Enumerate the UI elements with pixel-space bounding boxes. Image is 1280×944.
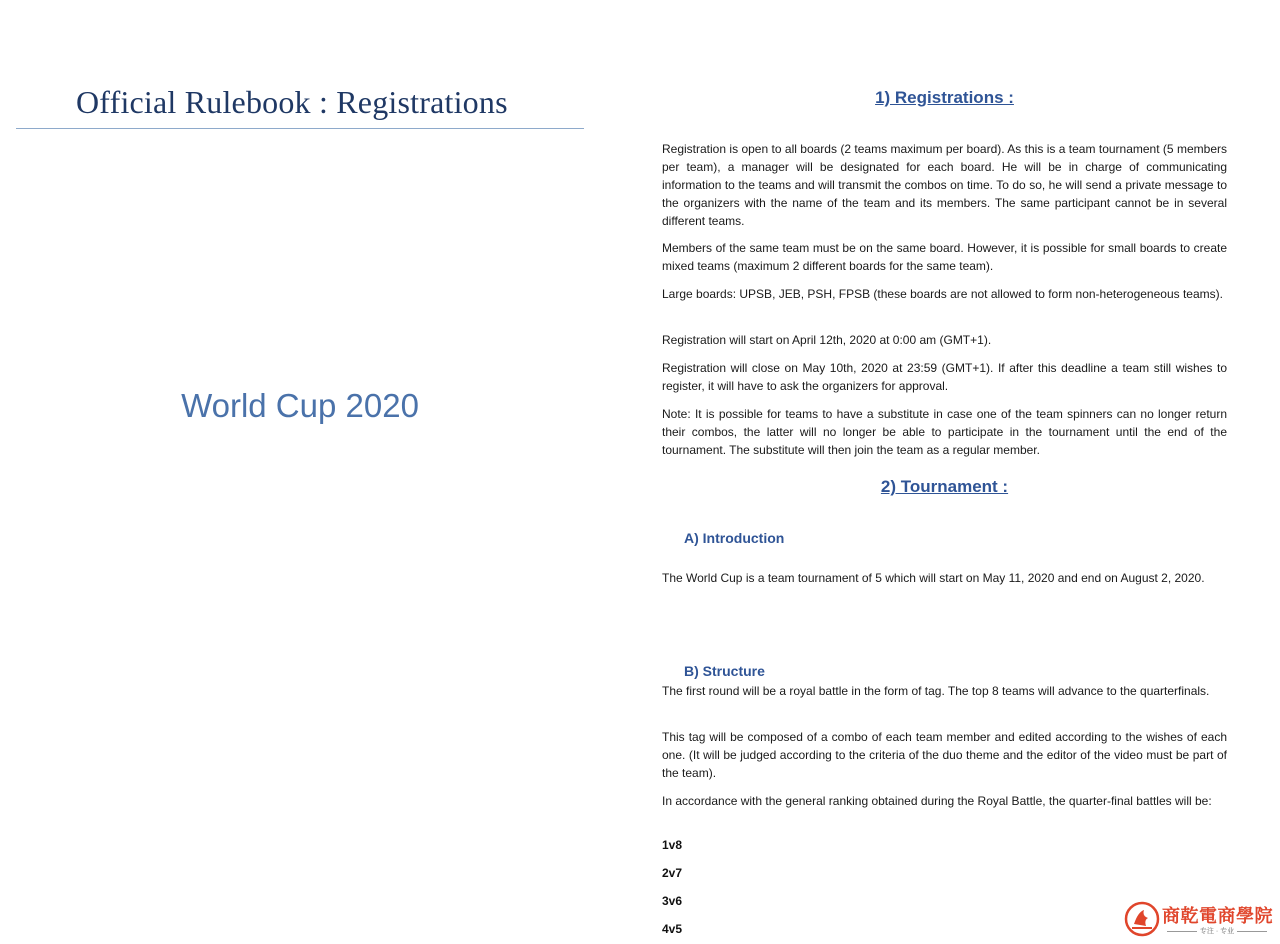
matchup-item: 3v6 [662,894,683,908]
introduction-paragraph: The World Cup is a team tournament of 5 which will start on May 11, 2020 and end on August 2, 2020. [662,571,1205,585]
title-underline-divider [16,128,584,129]
registrations-paragraph: Registration will close on May 10th, 2020 at 23:59 (GMT+1). If after this deadline a team still wishes to register, it will have to ask the organizers for approval. [662,361,1227,393]
tournament-heading: 2) Tournament : [880,477,1009,496]
watermark-emblem-icon [1124,900,1160,938]
structure-paragraph: The first round will be a royal battle in the form of tag. The top 8 teams will advance to the quarterfinals. [662,684,1210,698]
matchup-item: 2v7 [662,866,683,880]
introduction-heading: A) Introduction [684,530,785,546]
registrations-heading: 1) Registrations : [875,88,1014,107]
registrations-paragraph: Members of the same team must be on the same board. However, it is possible for small boards to create mixed teams (maximum 2 different boards for the same team). [662,241,1227,273]
watermark-text: 商乾電商學院 [1162,906,1273,927]
watermark-logo [1124,898,1276,942]
watermark-tagline: 专注 · 专业 [1162,926,1272,936]
registrations-paragraph: Large boards: UPSB, JEB, PSH, FPSB (these boards are not allowed to form non-heterogeneous teams). [662,287,1223,301]
registrations-paragraph: Registration will start on April 12th, 2020 at 0:00 am (GMT+1). [662,333,992,347]
matchup-item: 1v8 [662,838,683,852]
registrations-paragraph: Registration is open to all boards (2 teams maximum per board). As this is a team tournament (5 members per team), a manager will be designated for each board. He will be in charge of communicating information to the teams and will transmit the combos on time. To do so, he will send a private message to the organizers with the name of the team and its members. The same participant cannot be in several different teams. [662,142,1227,228]
registrations-note-paragraph: Note: It is possible for teams to have a substitute in case one of the team spinners can no longer return their combos, the latter will no longer be able to participate in the tournament until the end of the tournament. The substitute will then join the team as a regular member. [662,407,1227,457]
structure-heading: B) Structure [684,663,765,679]
cover-subtitle: World Cup 2020 [181,387,419,424]
matchup-item: 4v5 [662,922,683,936]
structure-paragraph: This tag will be composed of a combo of each team member and edited according to the wishes of each one. (It will be judged according to the criteria of the duo theme and the editor of the video must be part of the team). [662,730,1227,780]
structure-paragraph: In accordance with the general ranking obtained during the Royal Battle, the quarter-final battles will be: [662,794,1212,808]
page-title: Official Rulebook : Registrations [76,84,508,120]
